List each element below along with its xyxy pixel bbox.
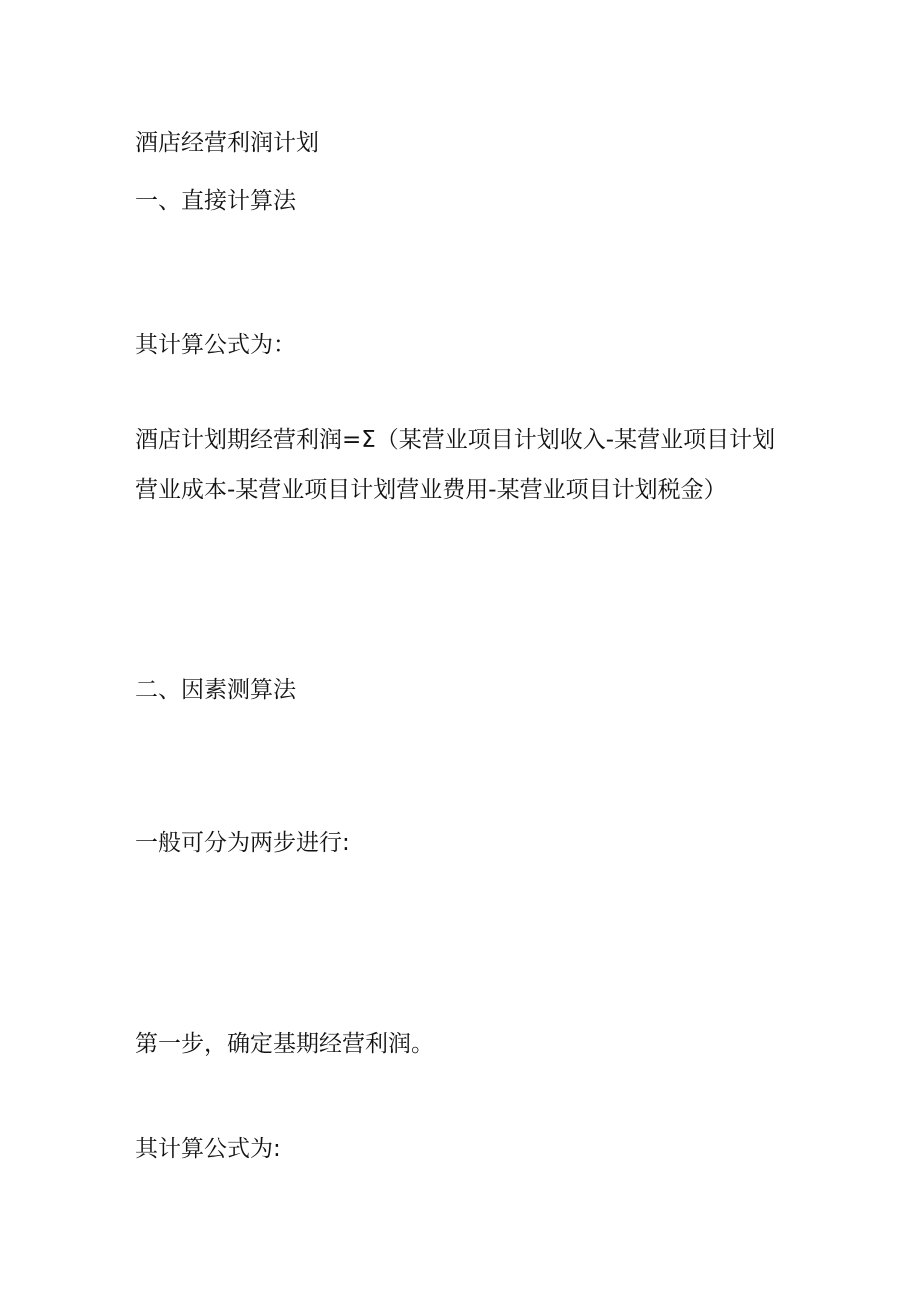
formula-intro-second: 其计算公式为: <box>135 1136 281 1162</box>
profit-formula-line-2: 营业成本-某营业项目计划营业费用-某营业项目计划税金） <box>135 477 727 503</box>
profit-formula-line-1: 酒店计划期经营利润=Σ（某营业项目计划收入-某营业项目计划 <box>135 427 776 453</box>
steps-intro: 一般可分为两步进行: <box>135 830 350 856</box>
document-title: 酒店经营利润计划 <box>135 130 319 156</box>
formula-intro: 其计算公式为： <box>135 332 296 358</box>
section-heading-factor-estimation: 二、因素测算法 <box>135 677 296 703</box>
section-heading-direct-calculation: 一、直接计算法 <box>135 188 296 214</box>
step-one-text: 第一步，确定基期经营利润。 <box>135 1031 434 1057</box>
